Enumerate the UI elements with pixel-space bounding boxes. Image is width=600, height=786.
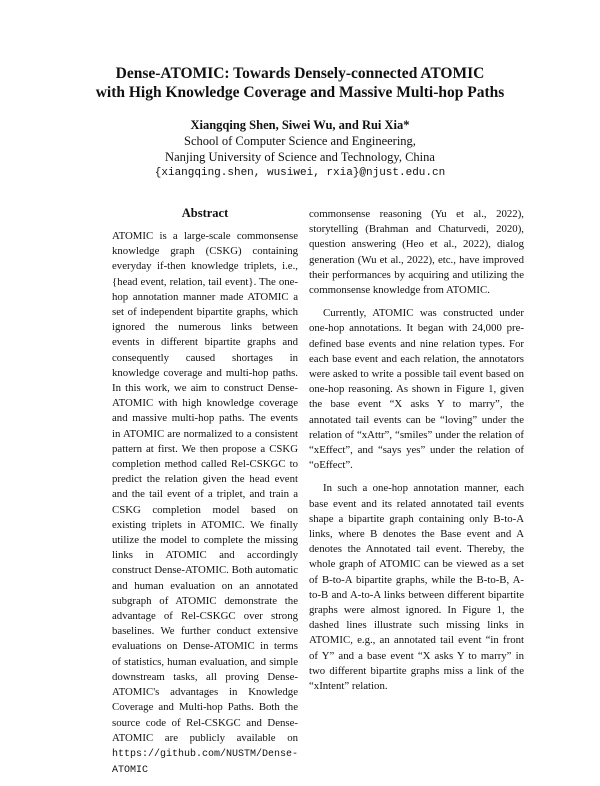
paper-title xyxy=(0,64,600,102)
intro-paragraph-3: In such a one-hop annotation manner, each base event and its related annotated tail events shape a bipartite graph containing only B-to-A links, where B denotes the Base event and A denotes the Annotated tail event. Thereby, the whole graph of ATOMIC can be viewed as a set of B-to-A bipartite graphs, while the B-to-B, A-to-B and A-to-A links between different bipartite graphs were almost ignored. In Figure 1, the dashed lines illustrate such missing links in ATOMIC, e.g., an annotated tail event “in front of Y” and a base event “X asks Y to marry” in two different bipartite graphs miss a link of the “xIntent” relation. xyxy=(309,482,524,693)
abstract-text: ATOMIC is a large-scale commonsense knowledge graph (CSKG) containing everyday if-then knowledge triplets, i.e., {head event, relation, tail event}. The one-hop annotation manner made ATOMIC a set of independent bipartite graphs, which ignored the numerous links between events in different bipartite graphs and consequently caused shortages in knowledge coverage and multi-hop paths. In this work, we aim to construct Dense-ATOMIC with high knowledge coverage and massive multi-hop paths. The events in ATOMIC are normalized to a consistent pattern at first. We then propose a CSKG completion method called Rel-CSKGC to predict the relation given the head event and the tail event of a triplet, and train a CSKG completion model based on existing triplets in ATOMIC. We finally utilize the model to complete the missing links in ATOMIC and accordingly construct Dense-ATOMIC. Both automatic and human evaluation on an annotated subgraph of ATOMIC demonstrate the advantage of Rel-CSKGC over strong baselines. We further conduct extensive evaluations on Dense-ATOMIC in terms of statistics, human evaluation, and simple downstream tasks, all proving Dense-ATOMIC's advantages in Knowledge Coverage and Multi-hop Paths. Both the source code of Rel-CSKGC and Dense-ATOMIC are publicly available on xyxy=(112,230,298,744)
title-line-2: with High Knowledge Coverage and Massive Multi-hop Paths xyxy=(95,84,505,101)
source-code-link[interactable]: https://github.com/NUSTM/Dense-ATOMIC xyxy=(112,748,299,777)
affiliation-line-1: School of Computer Science and Engineering, xyxy=(184,134,416,148)
title-line-1: Dense-ATOMIC: Towards Densely-connected ATOMIC xyxy=(115,65,485,82)
author-names: Xiangqing Shen, Siwei Wu, and Rui Xia* xyxy=(190,118,410,132)
introduction-column xyxy=(309,207,524,702)
intro-paragraph-1: commonsense reasoning (Yu et al., 2022), storytelling (Brahman and Chaturvedi, 2020), question answering (Heo et al., 2022), dialog generation (Wu et al., 2022), etc., have improved their performances by acquiring and utilizing the commonsense knowledge from ATOMIC. xyxy=(309,208,524,297)
abstract-body xyxy=(112,229,298,786)
abstract-heading: Abstract xyxy=(181,206,229,220)
affiliation-line-2: Nanjing University of Science and Technology, China xyxy=(165,150,435,164)
intro-paragraph-2: Currently, ATOMIC was constructed under one-hop annotations. It began with 24,000 pre-defined base events and nine relation types. For each base event and each relation, the annotators were asked to write a possible tail event based on one-hop reasoning. As shown in Figure 1, given the base event “X asks Y to marry”, the annotated tail events can be “loving” under the relation of “xAttr”, “smiles” under the relation of “xEffect”, and “says yes” under the relation of “oEffect”. xyxy=(309,307,524,472)
author-block xyxy=(0,117,600,181)
author-email: {xiangqing.shen, wusiwei, rxia}@njust.edu.cn xyxy=(154,167,446,179)
